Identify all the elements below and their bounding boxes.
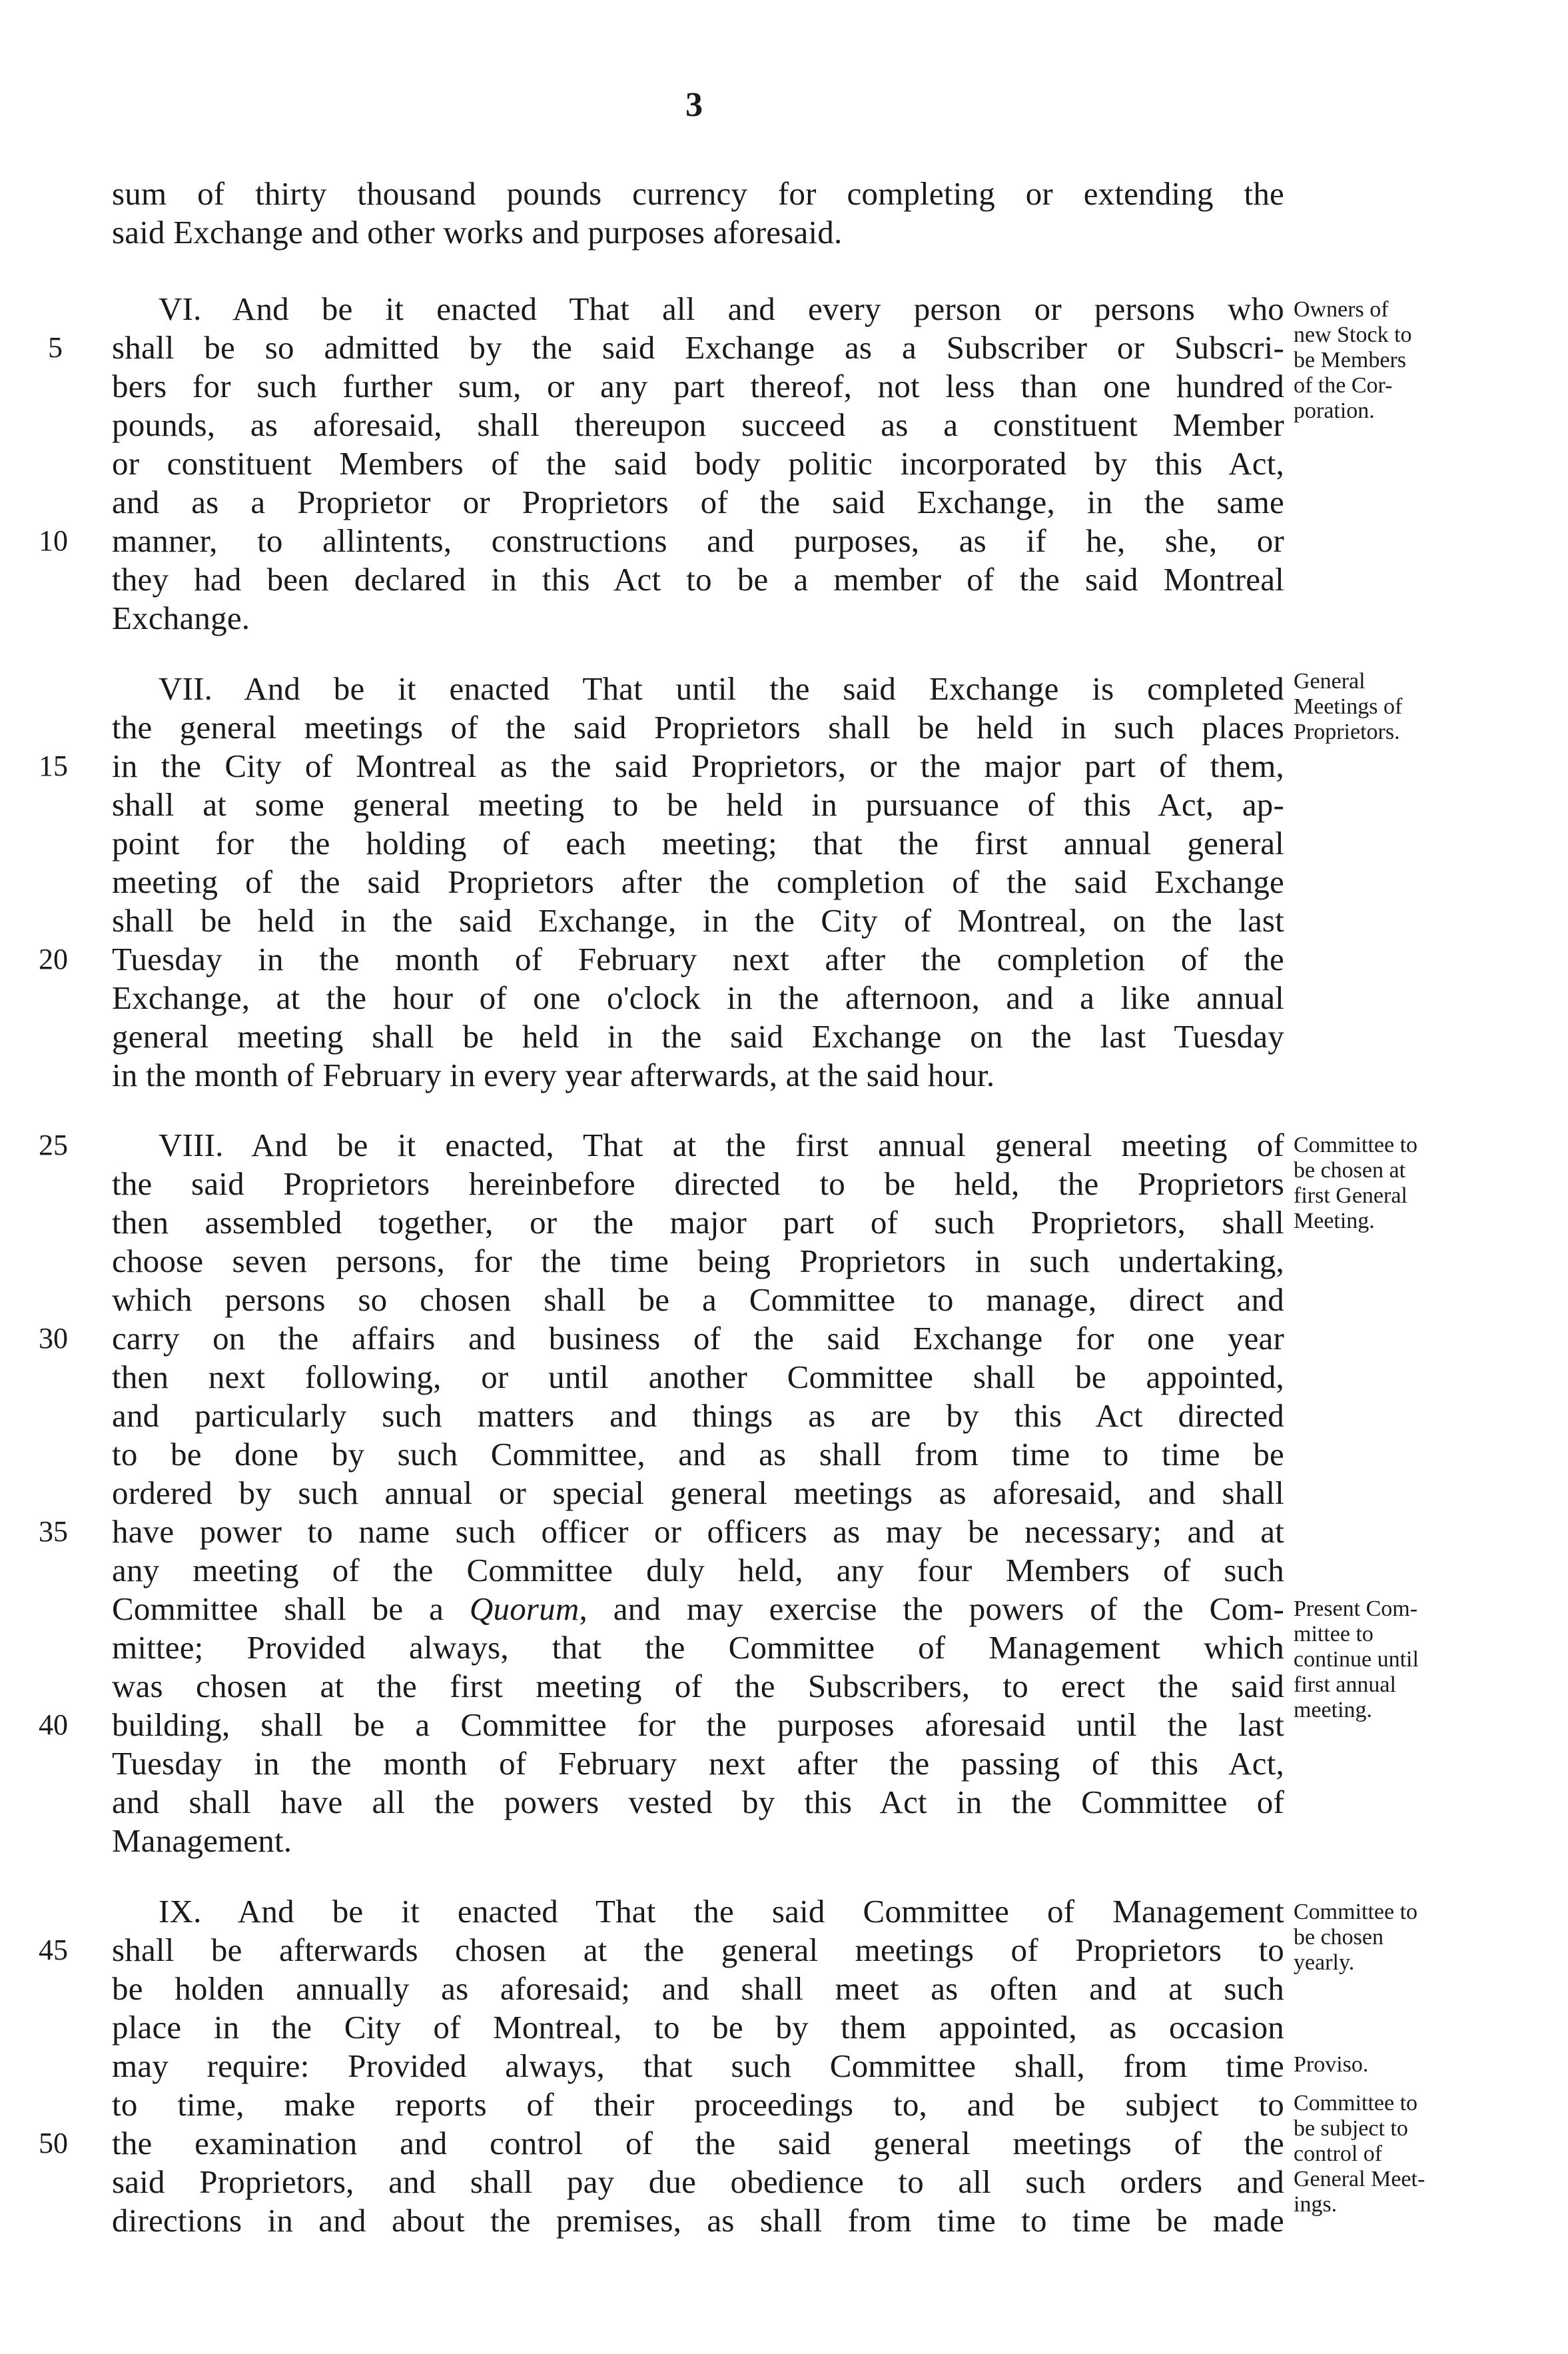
text-line: then assembled together, or the major part of such Proprietors, shall [112,1204,1284,1241]
text-line: directions in and about the premises, as shall from time to time be made [112,2202,1284,2239]
line-number: 50 [39,2127,68,2159]
marginal-note [1294,2052,1513,2077]
line-number: 10 [39,524,68,557]
text-line: or constituent Members of the said body politic incorporated by this Act, [112,445,1284,482]
marginal-note-line: General [1294,669,1366,694]
text-line: the examination and control of the said general meetings of the [112,2125,1284,2161]
marginal-note-line: Meeting. [1294,1209,1375,1233]
line-number: 15 [39,750,68,782]
marginal-note-line: first annual [1294,1672,1396,1697]
text-line: manner, to allintents, constructions and purposes, as if he, she, or [112,522,1284,559]
line-number: 30 [39,1322,68,1355]
text-line: in the month of February in every year afterwards, at the said hour. [112,1057,995,1093]
text-line: shall be afterwards chosen at the general meetings of Proprietors to [112,1932,1284,1968]
marginal-note-line: be chosen at [1294,1158,1406,1183]
text-line: then next following, or until another Committee shall be appointed, [112,1359,1284,1395]
line-number: 20 [39,943,68,975]
text-line: which persons so chosen shall be a Committee to manage, direct and [112,1281,1284,1318]
text-line: VI. And be it enacted That all and every person or persons who [159,291,1284,327]
marginal-note-line: Committee to [1294,1133,1418,1157]
text-line: Tuesday in the month of February next after the passing of this Act, [112,1745,1284,1782]
text-line: VII. And be it enacted That until the said Exchange is completed [159,670,1284,707]
line-number: 5 [48,331,63,364]
text-line: meeting of the said Proprietors after the completion of the said Exchange [112,864,1284,900]
page-number: 3 [685,86,703,124]
text-line: mittee; Provided always, that the Committee of Management which [112,1629,1284,1666]
marginal-note-line: be Members [1294,348,1407,372]
marginal-note [1294,1900,1513,1976]
italic-term: Quorum [469,1590,580,1627]
text-line: carry on the affairs and business of the said Exchange for one year [112,1320,1284,1357]
text-line: said Exchange and other works and purposes aforesaid. [112,214,843,251]
text-line: said Proprietors, and shall pay due obedience to all such orders and [112,2163,1284,2200]
text-line: in the City of Montreal as the said Proprietors, or the major part of them, [112,748,1284,784]
text-segment: , and may exercise the powers of the Com- [579,1590,1284,1627]
marginal-note-line: ings. [1294,2192,1338,2217]
marginal-note-line: General Meet- [1294,2167,1425,2191]
marginal-note-line: meeting. [1294,1698,1373,1722]
marginal-note [1294,297,1513,424]
marginal-note [1294,1596,1513,1723]
text-line: Exchange. [112,600,250,636]
text-line: building, shall be a Committee for the purposes aforesaid until the last [112,1706,1284,1743]
text-line: may require: Provided always, that such Committee shall, from time [112,2048,1284,2084]
text-line: shall be held in the said Exchange, in the City of Montreal, on the last [112,902,1284,939]
text-line: any meeting of the Committee duly held, any four Members of such [112,1552,1284,1588]
marginal-note-line: Committee to [1294,2091,1418,2115]
marginal-note-line: Present Com- [1294,1596,1418,1621]
line-number: 25 [39,1129,68,1161]
text-line: IX. And be it enacted That the said Committee of Management [159,1893,1284,1930]
marginal-note-line: first General [1294,1183,1407,1208]
text-line: Exchange, at the hour of one o'clock in the afternoon, and a like annual [112,979,1284,1016]
text-line: bers for such further sum, or any part thereof, not less than one hundred [112,368,1284,404]
marginal-note-line: be subject to [1294,2116,1408,2141]
text-line: shall at some general meeting to be held in pursuance of this Act, ap- [112,786,1284,823]
text-line: pounds, as aforesaid, shall thereupon succeed as a constituent Member [112,406,1284,443]
line-number: 40 [39,1708,68,1741]
marginal-note-line: Proprietors. [1294,720,1400,744]
text-line [112,1590,1284,1628]
text-line: ordered by such annual or special general meetings as aforesaid, and shall [112,1474,1284,1511]
text-line: place in the City of Montreal, to be by them appointed, as occasion [112,2009,1284,2046]
text-line: to be done by such Committee, and as shall from time to time be [112,1436,1284,1472]
text-line: Tuesday in the month of February next after the completion of the [112,941,1284,977]
marginal-note [1294,2091,1513,2217]
text-line: shall be so admitted by the said Exchange as a Subscriber or Subscri- [112,329,1284,366]
text-line: and shall have all the powers vested by this Act in the Committee of [112,1784,1284,1820]
line-number: 45 [39,1934,68,1966]
text-line: choose seven persons, for the time being Proprietors in such undertaking, [112,1243,1284,1279]
marginal-note-line: Meetings of [1294,694,1403,719]
marginal-note [1294,669,1513,745]
line-number: 35 [39,1515,68,1548]
marginal-note-line: Proviso. [1294,2052,1369,2077]
marginal-note-line: poration. [1294,398,1375,423]
text-line: general meeting shall be held in the said Exchange on the last Tuesday [112,1018,1284,1055]
marginal-note [1294,1133,1513,1234]
text-line: the general meetings of the said Proprietors shall be held in such places [112,709,1284,746]
marginal-note-line: of the Cor- [1294,373,1393,398]
marginal-note-line: mittee to [1294,1622,1373,1646]
text-line: sum of thirty thousand pounds currency for completing or extending the [112,175,1284,212]
marginal-note-line: continue until [1294,1647,1419,1672]
marginal-note-line: Owners of [1294,297,1389,322]
text-line: point for the holding of each meeting; that the first annual general [112,825,1284,862]
marginal-note-line: yearly. [1294,1950,1355,1975]
text-line: VIII. And be it enacted, That at the first annual general meeting of [159,1127,1284,1163]
marginal-note-line: control of [1294,2141,1383,2166]
text-line: be holden annually as aforesaid; and shall meet as often and at such [112,1970,1284,2007]
marginal-note-line: Committee to [1294,1900,1418,1924]
text-line: was chosen at the first meeting of the Subscribers, to erect the said [112,1668,1284,1704]
text-line: have power to name such officer or officers as may be necessary; and at [112,1513,1284,1550]
text-line: to time, make reports of their proceedings to, and be subject to [112,2086,1284,2123]
marginal-note-line: new Stock to [1294,322,1412,347]
text-line: and particularly such matters and things as are by this Act directed [112,1397,1284,1434]
text-line: the said Proprietors hereinbefore directed to be held, the Proprietors [112,1165,1284,1202]
text-segment: Committee shall be a [112,1590,470,1627]
text-line: Management. [112,1822,292,1859]
text-line: they had been declared in this Act to be a member of the said Montreal [112,561,1284,598]
text-line: and as a Proprietor or Proprietors of the said Exchange, in the same [112,484,1284,520]
marginal-note-line: be chosen [1294,1925,1384,1950]
